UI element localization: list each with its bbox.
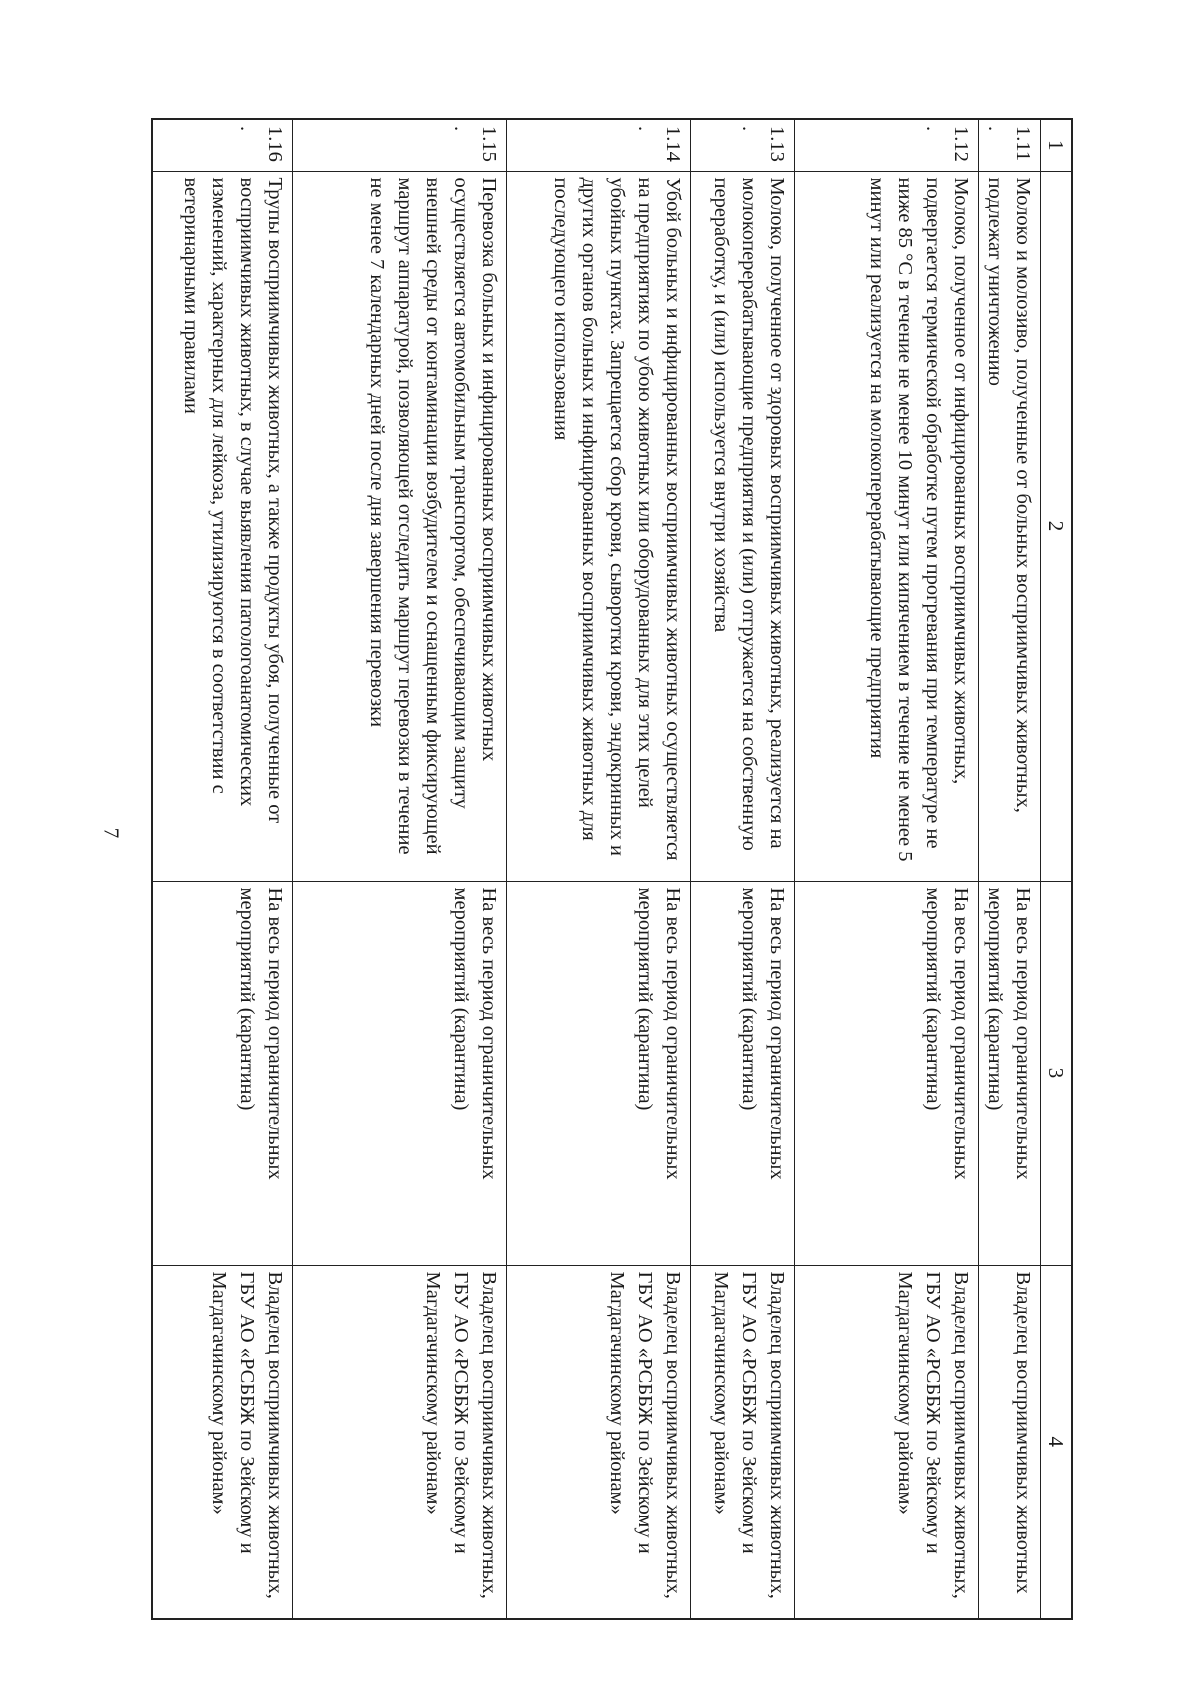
table-header-row	[1041, 119, 1073, 1619]
measures-table	[152, 118, 1074, 1620]
responsible-cell: Владелец восприимчивых животных, ГБУ АО «РСББЖ по Зейскому и Магдагачинскому районам»	[795, 1265, 979, 1619]
table-row	[979, 119, 1041, 1619]
table-row	[507, 119, 691, 1619]
measure-cell: Убой больных и инфицированных восприимчивых животных осуществляется на предприятиях по убою животных или оборудованных для этих целей убойных пунктах. Запрещается сбор крови, сыворотки крови, эндокринных и других органов больных и инфицированных восприимчивых животных для последующего использования	[507, 171, 691, 881]
column-header: 3	[1041, 881, 1073, 1265]
period-cell: На весь период ограничительных мероприятий (карантина)	[979, 881, 1041, 1265]
table-row	[293, 119, 507, 1619]
period-cell: На весь период ограничительных мероприятий (карантина)	[507, 881, 691, 1265]
responsible-cell: Владелец восприимчивых животных, ГБУ АО «РСББЖ по Зейскому и Магдагачинскому районам»	[507, 1265, 691, 1619]
measure-cell: Трупы восприимчивых животных, а также продукты убоя, полученные от восприимчивых животных, в случае выявления патологоанатомических изменений, характерных для лейкоза, утилизируются в соответствии с ветеринарными правилами	[153, 171, 293, 881]
row-number: 1.15.	[293, 119, 507, 171]
responsible-cell: Владелец восприимчивых животных	[979, 1265, 1041, 1619]
row-number: 1.13.	[691, 119, 795, 171]
period-cell: На весь период ограничительных мероприятий (карантина)	[293, 881, 507, 1265]
responsible-cell: Владелец восприимчивых животных, ГБУ АО «РСББЖ по Зейскому и Магдагачинскому районам»	[293, 1265, 507, 1619]
rotated-page-content	[180, 118, 1073, 1618]
measure-cell: Молоко, полученное от инфицированных восприимчивых животных, подвергается термической обработке путем прогревания при температуре не ниже 85 °С в течение не менее 10 минут или кипячением в течение не менее 5 минут или реализуется на молокоперерабатывающие предприятия	[795, 171, 979, 881]
measure-cell: Молоко и молозиво, полученные от больных восприимчивых животных, подлежат уничтожению	[979, 171, 1041, 881]
measure-cell: Перевозка больных и инфицированных восприимчивых животных осуществляется автомобильным транспортом, обеспечивающим защиту внешней среды от контаминации возбудителем и оснащенным фиксирующей маршрут аппаратурой, позволяющей отследить маршрут перевозки в течение не менее 7 календарных дней после дня завершения перевозки	[293, 171, 507, 881]
table-row	[691, 119, 795, 1619]
column-header: 2	[1041, 171, 1073, 881]
column-header: 1	[1041, 119, 1073, 171]
table-row	[153, 119, 293, 1619]
period-cell: На весь период ограничительных мероприятий (карантина)	[691, 881, 795, 1265]
period-cell: На весь период ограничительных мероприятий (карантина)	[795, 881, 979, 1265]
row-number: 1.14.	[507, 119, 691, 171]
row-number: 1.12.	[795, 119, 979, 171]
row-number: 1.11.	[979, 119, 1041, 171]
measure-cell: Молоко, полученное от здоровых восприимчивых животных, реализуется на молокоперерабатывающие предприятия и (или) отгружается на собственную переработку, и (или) используется внутри хозяйства	[691, 171, 795, 881]
table-row	[795, 119, 979, 1619]
column-header: 4	[1041, 1265, 1073, 1619]
page-number: 7	[99, 827, 124, 839]
responsible-cell: Владелец восприимчивых животных, ГБУ АО «РСББЖ по Зейскому и Магдагачинскому районам»	[153, 1265, 293, 1619]
period-cell: На весь период ограничительных мероприятий (карантина)	[153, 881, 293, 1265]
responsible-cell: Владелец восприимчивых животных, ГБУ АО «РСББЖ по Зейскому и Магдагачинскому районам»	[691, 1265, 795, 1619]
row-number: 1.16.	[153, 119, 293, 171]
